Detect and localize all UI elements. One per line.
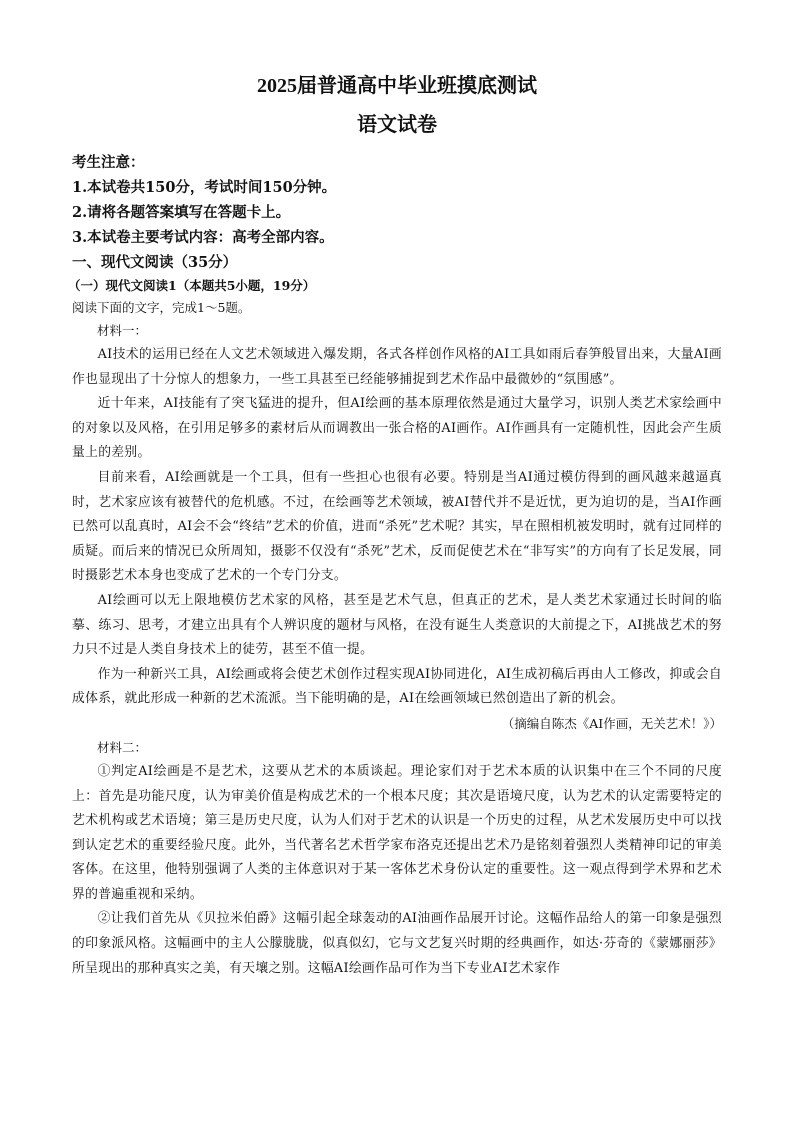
material-two-paragraph: ②让我们首先从《贝拉米伯爵》这幅引起全球轰动的AI油画作品展开讨论。这幅作品给人的第一印象是强烈的印象派风格。这幅画中的主人公朦胧胧，似真似幻，它与文艺复兴时期的经典画作，如达·芬奇的《蒙娜丽莎》所呈现出的那种真实之美，有天壤之别。这幅AI绘画作品可作为当下专业AI艺术家作 [72, 911, 722, 976]
material-two-paragraph: ①判定AI绘画是不是艺术，这要从艺术的本质谈起。理论家们对于艺术本质的认识集中在三个不同的尺度上：首先是功能尺度，认为审美价值是构成艺术的一个根本尺度；其次是语境尺度，认为艺术的认定需要特定的艺术机构或艺术语境；第三是历史尺度，认为人们对于艺术的认识是一个历史的过程，从艺术发展历史中可以找到认定艺术的重要经验尺度。此外，当代著名艺术哲学家布洛克还提出艺术乃是铭刻着强烈人类精神印记的审美客体。在这里，他特别强调了人类的主体意识对于某一客体艺术身份认定的重要性。这一观点得到学术界和艺术界的普遍重视和采纳。 [72, 763, 722, 902]
material-one-label: 材料一： [97, 323, 148, 338]
material-one-paragraph: AI绘画可以无上限地模仿艺术家的风格，甚至是艺术气息，但真正的艺术，是人类艺术家通过长时间的临摹、练习、思考，才建立出具有个人辨识度的题材与风格，在没有诞生人类意识的大前提之下，AI挑战艺术的努力只不过是人类自身技术上的徒劳，甚至不值一提。 [72, 592, 722, 658]
material-one-paragraph: AI技术的运用已经在人文艺术领域进入爆发期，各式各样创作风格的AI工具如雨后春笋般冒出来，大量AI画作也显现出了十分惊人的想象力，一些工具甚至已经能够捕捉到艺术作品中最微妙的“氛围感”。 [72, 347, 722, 387]
material-one-source: （摘编自陈杰《AI作画，无关艺术！》） [501, 715, 722, 731]
subsection-heading: （一）现代文阅读1（本题共5小题，19分） [68, 278, 316, 293]
material-one-paragraph: 作为一种新兴工具，AI绘画或将会使艺术创作过程实现AI协同进化，AI生成初稿后再由人工修改，抑或会自成体系，就此形成一种新的艺术流派。当下能明确的是，AI在绘画领域已然创造出了新的机会。 [72, 666, 722, 707]
material-one-paragraph: 近十年来，AI技能有了突飞猛进的提升，但AI绘画的基本原理依然是通过大量学习，识别人类艺术家绘画中的对象以及风格，在引用足够多的素材后从而调教出一张合格的AI画作。AI作画具有一定随机性，因此会产生质量上的差别。 [72, 396, 722, 461]
notice-item: 1.本试卷共150分，考试时间150分钟。 [72, 179, 337, 196]
section-heading: 一、现代文阅读（35分） [72, 254, 238, 271]
candidate-notice [72, 150, 722, 250]
notice-item: 3.本试卷主要考试内容：高考全部内容。 [72, 229, 334, 246]
reading-instruction: 阅读下面的文字，完成1～5题。 [72, 300, 251, 315]
exam-title: 2025届普通高中毕业班摸底测试 [257, 75, 537, 97]
material-one-paragraph: 目前来看，AI绘画就是一个工具，但有一些担心也很有必要。特别是当AI通过模仿得到的画风越来越逼真时，艺术家应该有被替代的危机感。不过，在绘画等艺术领域，被AI替代并不是近忧，更为迫切的是，当AI作画已然可以乱真时，AI会不会“终结”艺术的价值，进而“杀死”艺术呢？其实，早在照相机被发明时，就有过同样的质疑。而后来的情况已众所周知，摄影不仅没有“杀死”艺术，反而促使艺术在“非写实”的方向有了长足发展，同时摄影艺术本身也变成了艺术的一个专门分支。 [72, 469, 722, 584]
notice-heading: 考生注意： [72, 154, 145, 171]
notice-item: 2.请将各题答案填写在答题卡上。 [72, 204, 291, 221]
material-two-label: 材料二： [97, 739, 148, 755]
exam-subject: 语文试卷 [357, 112, 437, 136]
